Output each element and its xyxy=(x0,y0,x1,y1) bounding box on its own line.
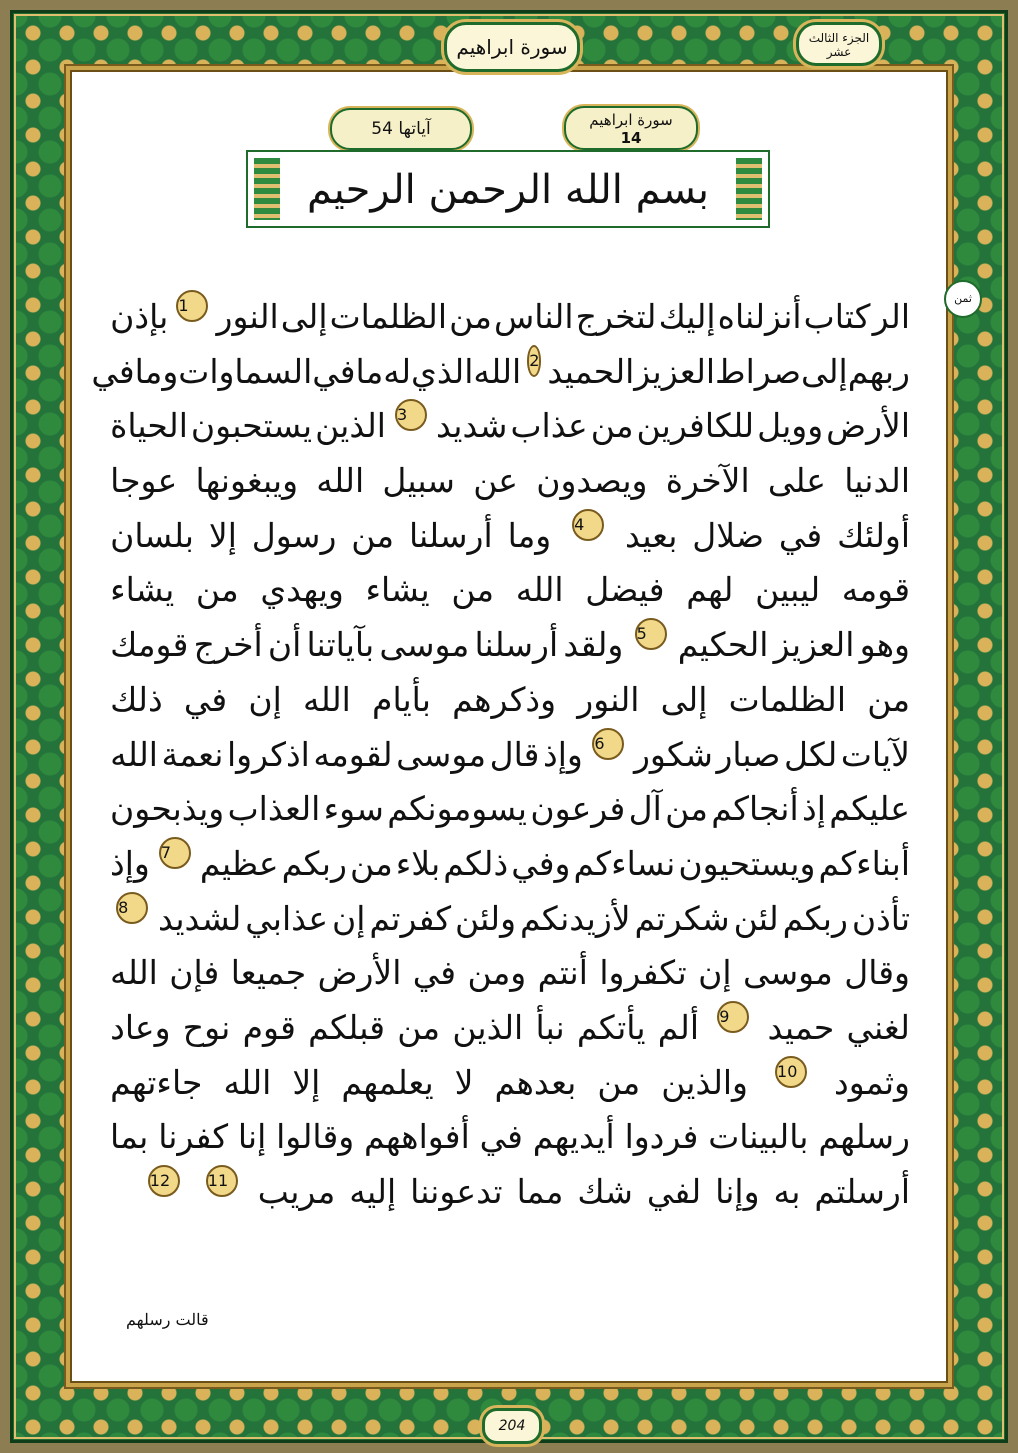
ayah-number-marker: 12 xyxy=(148,1165,180,1197)
word: لئن xyxy=(733,898,779,938)
word: فردوا xyxy=(624,1117,699,1157)
word: موسى xyxy=(396,734,487,774)
text-line xyxy=(110,1001,910,1056)
word: بآياتنا xyxy=(306,625,375,665)
word: ليبين xyxy=(755,570,821,610)
word: في xyxy=(312,351,356,391)
word: إن xyxy=(332,898,366,938)
word: تدعوننا xyxy=(410,1172,503,1211)
surah-number: 14 xyxy=(620,129,642,147)
word: صراط xyxy=(715,351,801,391)
word: إلا xyxy=(292,1062,321,1102)
word: إلى xyxy=(800,351,848,391)
word: بعيد xyxy=(625,515,678,555)
word: لا xyxy=(454,1062,474,1102)
word: إليه xyxy=(349,1172,397,1211)
word: تكفروا xyxy=(599,953,687,993)
word: الله xyxy=(110,734,158,774)
word: كفرنا xyxy=(158,1117,229,1157)
word: من xyxy=(397,1007,441,1047)
word: ألم xyxy=(657,1007,699,1047)
word: الله xyxy=(110,953,158,993)
hizb-mark-icon: ثمن xyxy=(944,280,982,318)
ayah-number-marker: 3 xyxy=(395,399,427,431)
text-line xyxy=(110,728,910,783)
word: يعلمهم xyxy=(341,1062,434,1102)
word: مما xyxy=(516,1172,564,1211)
word: أن xyxy=(267,625,302,665)
ayah-number-marker: 11 xyxy=(206,1165,238,1197)
word: الله xyxy=(515,570,564,610)
word: على xyxy=(767,461,826,501)
word: النور xyxy=(577,679,640,719)
word: في xyxy=(91,351,135,391)
word: العذاب xyxy=(227,789,321,829)
word: من xyxy=(597,1062,641,1102)
word: بلسان xyxy=(110,515,194,555)
ayah-number-marker: 6 xyxy=(592,728,624,760)
word: في xyxy=(778,515,823,555)
word: يأتكم xyxy=(576,1007,646,1047)
quran-text xyxy=(91,290,910,1220)
word: شك xyxy=(577,1172,633,1211)
word: أرسلنا xyxy=(474,625,559,665)
word: الأرض xyxy=(317,953,402,993)
word: الله xyxy=(473,351,522,391)
top-surah-name: سورة ابراهيم xyxy=(444,22,580,72)
word: يشاء xyxy=(110,570,175,610)
word: آل xyxy=(628,789,662,829)
word: لفي xyxy=(646,1172,702,1211)
word: من xyxy=(349,843,393,883)
word: وذكرهم xyxy=(452,679,557,719)
word: العزيز xyxy=(773,625,855,665)
text-line xyxy=(110,399,910,454)
surah-name: سورة ابراهيم xyxy=(589,111,673,129)
word: شديد xyxy=(435,406,508,446)
text-line xyxy=(110,673,910,728)
text-line xyxy=(110,1110,910,1165)
word: لقومه xyxy=(313,734,393,774)
word: لشديد xyxy=(158,898,242,938)
word: ويهدي xyxy=(260,570,344,610)
word: من xyxy=(449,297,492,336)
word: قبلكم xyxy=(308,1007,385,1047)
word: والذين xyxy=(661,1062,748,1102)
ayah-number-marker: 7 xyxy=(159,837,191,869)
text-line xyxy=(110,1165,910,1220)
word: ويصدون xyxy=(536,461,648,501)
word: عليكم xyxy=(829,789,910,829)
word: الحكيم xyxy=(677,625,769,665)
ayah-number-marker: 10 xyxy=(775,1056,807,1088)
word: أنجاكم xyxy=(711,789,799,829)
word: الأرض xyxy=(826,406,910,446)
word: أرسلتم xyxy=(814,1172,910,1211)
text-line xyxy=(91,345,910,400)
word: الظلمات xyxy=(728,679,846,719)
word: وإذ xyxy=(110,843,150,883)
word: مريب xyxy=(257,1172,336,1211)
word: ويستحيون xyxy=(678,843,816,883)
word: لأزيدنكم xyxy=(519,898,631,938)
word: في xyxy=(479,1117,523,1157)
word: ذلكم xyxy=(443,843,509,883)
word: يستحبون xyxy=(190,406,313,446)
word: حميد xyxy=(767,1007,835,1047)
word: فيضل xyxy=(585,570,665,610)
word: من xyxy=(867,679,910,719)
word: وعاد xyxy=(110,1007,171,1047)
word: ربهم xyxy=(847,351,910,391)
word: موسى xyxy=(379,625,470,665)
word: أرسلنا xyxy=(408,515,493,555)
word: يسومونكم xyxy=(387,789,527,829)
text-line xyxy=(110,454,910,509)
word: ولقد xyxy=(563,625,624,665)
ayat-count-oval: آياتها 54 xyxy=(330,108,472,150)
word: نعمة xyxy=(161,734,224,774)
word: عذاب xyxy=(510,406,588,446)
ayah-number-marker: 1 xyxy=(176,290,208,322)
word: قوم xyxy=(242,1007,296,1047)
word: من xyxy=(195,570,239,610)
word: الله xyxy=(223,1062,272,1102)
text-line xyxy=(110,509,910,564)
word: الر xyxy=(872,297,910,336)
word: إن xyxy=(698,953,732,993)
word: الدنيا xyxy=(844,461,910,501)
word: إلا xyxy=(208,515,237,555)
ayah-number-marker: 8 xyxy=(116,892,148,924)
word: وما xyxy=(134,351,179,391)
word: أولئك xyxy=(837,515,910,555)
word: لتخرج xyxy=(575,297,657,336)
word: الآخرة xyxy=(665,461,750,501)
word: أفواههم xyxy=(364,1117,470,1157)
word: جاءتهم xyxy=(110,1062,203,1102)
word: سبيل xyxy=(382,461,455,501)
word: وويل xyxy=(757,406,824,446)
word: إلى xyxy=(280,297,328,336)
word: أخرج xyxy=(193,625,263,665)
word: فرعون xyxy=(530,789,626,829)
word: بإذن xyxy=(110,297,169,336)
word: من xyxy=(451,570,495,610)
word: من xyxy=(590,406,634,446)
word: وقال xyxy=(844,953,910,993)
word: ولئن xyxy=(454,898,517,938)
word: من xyxy=(351,515,395,555)
basmala: بسم الله الرحمن الرحيم xyxy=(306,167,710,213)
word: لغني xyxy=(846,1007,910,1047)
word: الذي xyxy=(411,351,474,391)
word: شكور xyxy=(634,734,713,774)
text-line xyxy=(110,618,910,673)
word: الله xyxy=(302,679,351,719)
word: بعدهم xyxy=(494,1062,577,1102)
word: صبار xyxy=(716,734,781,774)
word: ربكم xyxy=(782,898,848,938)
text-line xyxy=(110,290,910,345)
ayah-number-marker: 4 xyxy=(572,509,604,541)
word: السماوات xyxy=(178,351,313,391)
word: ربكم xyxy=(281,843,347,883)
word: رسلهم xyxy=(818,1117,910,1157)
word: وهو xyxy=(859,625,910,665)
word: فإن xyxy=(169,953,220,993)
word: موسى xyxy=(742,953,833,993)
word: كفرتم xyxy=(369,898,452,938)
text-line xyxy=(110,1056,910,1111)
word: قال xyxy=(489,734,540,774)
word: الله xyxy=(316,461,365,501)
text-line xyxy=(110,563,910,618)
word: وإذ xyxy=(543,734,583,774)
top-juz-label: الجزء الثالث عشر xyxy=(796,22,882,66)
word: الذين xyxy=(452,1007,524,1047)
word: في xyxy=(412,953,457,993)
word: وما xyxy=(507,515,552,555)
word: للكافرين xyxy=(636,406,755,446)
text-line xyxy=(110,837,910,892)
text-line xyxy=(110,892,910,947)
word: ضلال xyxy=(692,515,764,555)
word: لكل xyxy=(784,734,838,774)
word: جميعا xyxy=(230,953,307,993)
word: بأيام xyxy=(372,679,431,719)
word: الذين xyxy=(315,406,386,446)
text-line xyxy=(110,946,910,1001)
word: ويذبحون xyxy=(110,789,225,829)
word: نبأ xyxy=(535,1007,565,1047)
word: اذكروا xyxy=(226,734,310,774)
word: عن xyxy=(473,461,518,501)
word: تأذن xyxy=(851,898,910,938)
ayah-number-marker: 2 xyxy=(527,345,541,377)
word: شكرتم xyxy=(634,898,730,938)
word: العزيز xyxy=(634,351,716,391)
word: ويبغونها xyxy=(195,461,299,501)
word: أنتم xyxy=(537,953,588,993)
word: إن xyxy=(248,679,282,719)
word: بالبينات xyxy=(708,1117,809,1157)
word: عذابي xyxy=(245,898,329,938)
word: الحميد xyxy=(547,351,635,391)
word: قومه xyxy=(841,570,910,610)
word: لهم xyxy=(686,570,734,610)
word: عوجا xyxy=(110,461,178,501)
word: إليك xyxy=(658,297,716,336)
word: إذ xyxy=(802,789,826,829)
catchword: قالت رسلهم xyxy=(126,1310,209,1329)
word: لآيات xyxy=(840,734,910,774)
word: وثمود xyxy=(834,1062,910,1102)
word: له xyxy=(383,351,411,391)
word: ومن xyxy=(467,953,527,993)
word: بلاء xyxy=(395,843,441,883)
word: به xyxy=(773,1172,801,1211)
page-number: 204 xyxy=(482,1408,542,1444)
word: في xyxy=(183,679,228,719)
word: عظيم xyxy=(199,843,279,883)
word: ذلك xyxy=(110,679,163,719)
word: بما xyxy=(110,1117,149,1157)
word: النور xyxy=(216,297,279,336)
word: إلى xyxy=(660,679,708,719)
text-line xyxy=(110,782,910,837)
word: كتاب xyxy=(803,297,871,336)
word: الناس xyxy=(494,297,574,336)
word: قومك xyxy=(110,625,189,665)
word: من xyxy=(665,789,708,829)
word: سوء xyxy=(323,789,384,829)
word: أنزلناه xyxy=(717,297,802,336)
word: إنا xyxy=(237,1117,267,1157)
word: يشاء xyxy=(365,570,430,610)
word: الحياة xyxy=(110,406,188,446)
word: وفي xyxy=(511,843,571,883)
ayah-number-marker: 9 xyxy=(717,1001,749,1033)
word: نساءكم xyxy=(573,843,676,883)
word: نوح xyxy=(182,1007,231,1047)
word: وقالوا xyxy=(276,1117,355,1157)
surah-name-oval xyxy=(564,106,698,150)
word: أبناءكم xyxy=(818,843,910,883)
ayah-number-marker: 5 xyxy=(635,618,667,650)
word: ما xyxy=(355,351,384,391)
word: وإنا xyxy=(715,1172,760,1211)
word: رسول xyxy=(251,515,337,555)
word: أيديهم xyxy=(532,1117,615,1157)
word: الظلمات xyxy=(329,297,448,336)
